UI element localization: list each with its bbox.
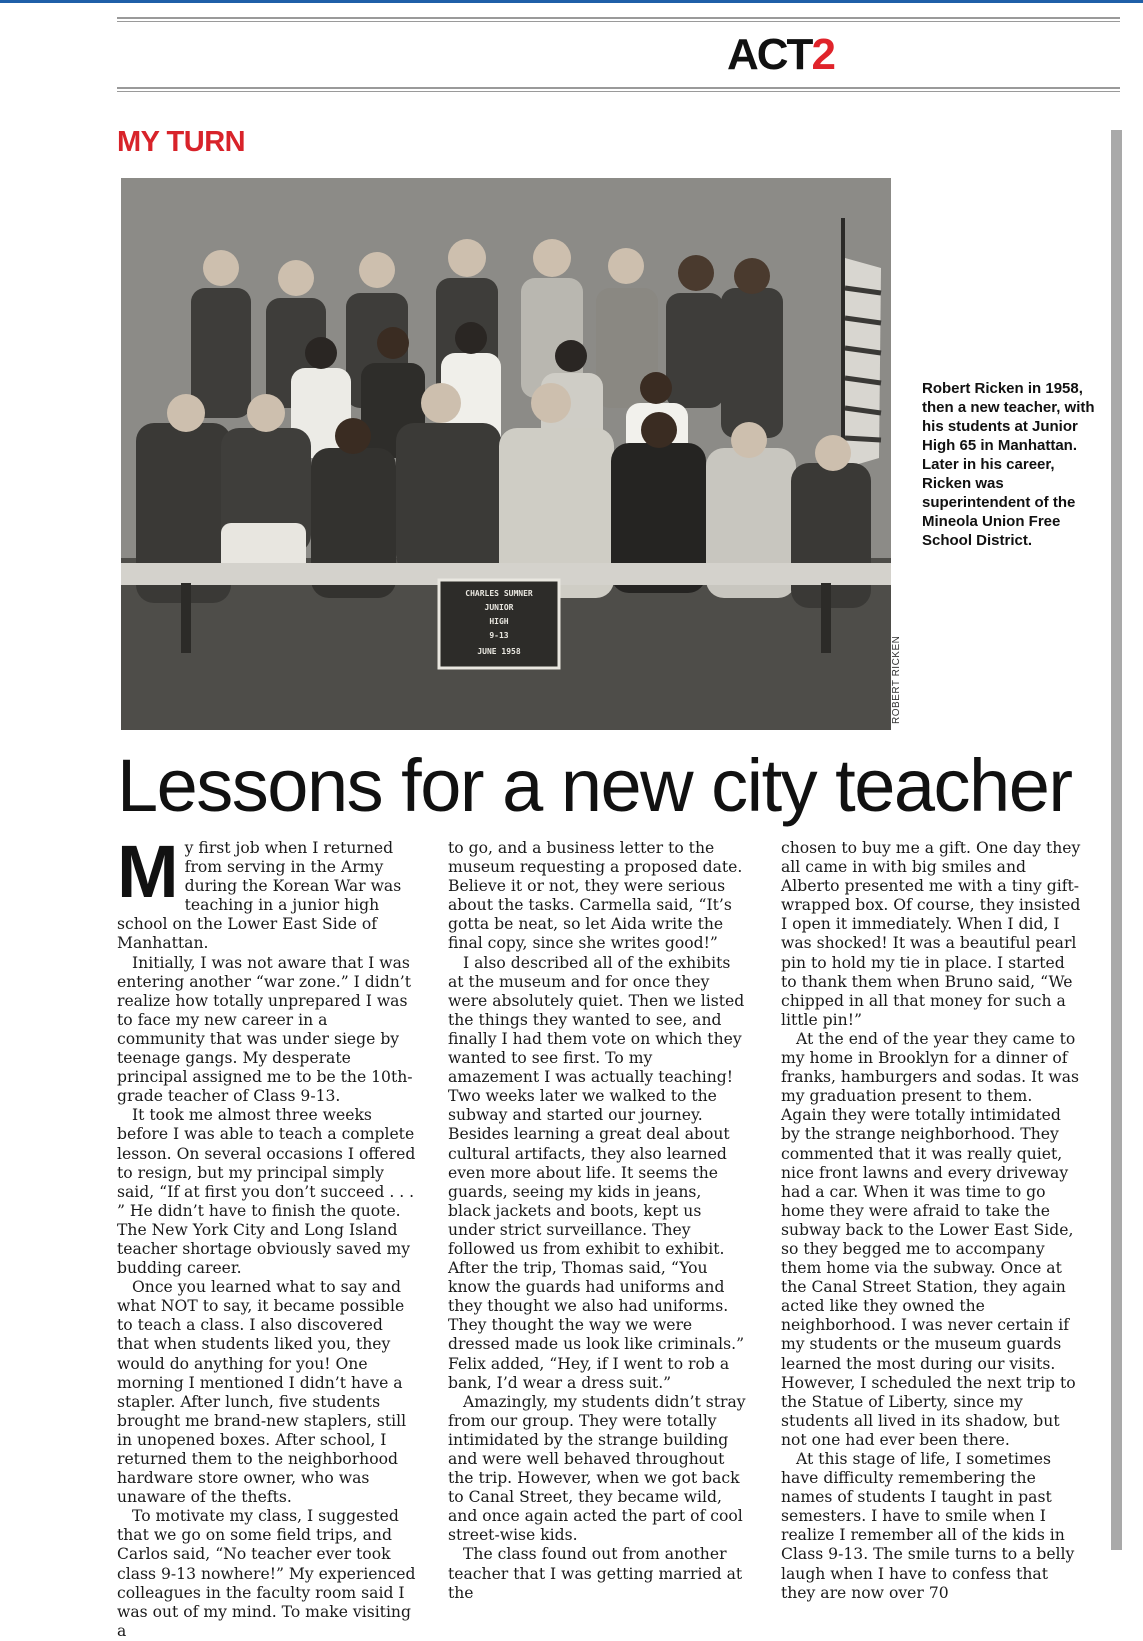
sign-line-3: HIGH: [489, 617, 509, 626]
paragraph: At this stage of life, I sometimes have difficulty remembering the names of students I taught in past semesters. I have to smile when I realize I remember all of the kids in Class 9-13. The smile turns to a belly laugh when I have to confess that they are now over 70: [781, 1450, 1075, 1602]
header-rule-top-thin: [117, 21, 1120, 22]
header-rule-bottom-thin: [117, 91, 1120, 92]
photo-credit: ROBERT RICKEN: [891, 635, 902, 724]
article-column-2: [448, 839, 748, 1602]
header-rule-top: [117, 17, 1120, 19]
paragraph: Once you learned what to say and what NOT to say, it became possible to teach a class. I also discovered that when students liked you, they would do anything for you! One morning I mentioned I didn’t have a stapler. After lunch, five students brought me brand-new staplers, still in unopened boxes. After school, I returned them to the neighborhood hardware store owner, who was unaware of the thefts.: [117, 1278, 407, 1507]
act2-logo: ACT2: [727, 30, 834, 79]
class-photo: [121, 178, 891, 730]
sign-line-5: JUNE 1958: [477, 647, 521, 656]
drop-cap: M: [117, 830, 179, 913]
paragraph: Amazingly, my students didn’t stray from our group. They were totally intimidated by the strange building and were well behaved throughout the trip. However, when we got back to Canal Street, they became wild, and once again acted the part of cool street-wise kids.: [448, 1392, 746, 1545]
article-headline: Lessons for a new city teacher: [117, 744, 1072, 827]
sign-line-4: 9-13: [489, 631, 509, 640]
paragraph: The class found out from another teacher that I was getting married at the: [448, 1545, 743, 1602]
paragraph: chosen to buy me a gift. One day they all came in with big smiles and Alberto presented me with a tiny gift-wrapped box. Of course, they insisted I open it immediately. When I did, I was shocked! It was a beautiful pearl pin to hold my tie in place. I started to thank them when Bruno said, “We chipped in all that money for such a little pin!”: [781, 839, 1081, 1029]
article-column-1: [117, 830, 417, 1640]
side-gray-bar: [1111, 130, 1122, 1550]
section-label: MY TURN: [117, 126, 246, 158]
paragraph: My first job when I returned from serving in the Army during the Korean War was teaching in a junior high school on the Lower East Side of Manhattan.: [117, 830, 402, 953]
paragraph: I also described all of the exhibits at the museum and for once they were absolutely quiet. Then we listed the things they wanted to see, and finally I had them vote on which they wanted to see first. To my amazement I was actually teaching! Two weeks later we walked to the subway and started our journey. Besides learning a great deal about cultural artifacts, they also learned even more about life. It seems the guards, seeing my kids in jeans, black jackets and boots, kept us under strict surveillance. They followed us from exhibit to exhibit. After the trip, Thomas said, “You know the guards had uniforms and they thought we also had uniforms. They thought the way we were dressed made us look like criminals.” Felix added, “Hey, if I went to rob a bank, I’d wear a dress suit.”: [448, 953, 745, 1392]
header-rule-bottom: [117, 87, 1120, 89]
sign-line-2: JUNIOR: [484, 603, 514, 612]
sign-line-1: CHARLES SUMNER: [465, 589, 533, 598]
top-accent-line: [0, 0, 1143, 3]
paragraph: to go, and a business letter to the museum requesting a proposed date. Believe it or not, they were serious about the tasks. Carmella said, “It’s gotta be neat, so let Aida write the final copy, since she writes good!”: [448, 839, 743, 953]
paragraph: To motivate my class, I suggested that we go on some field trips, and Carlos said, “No teacher ever took class 9-13 nowhere!” My experienced colleagues in the faculty room said I was out of my mind. To make visiting a: [117, 1507, 416, 1640]
paragraph: At the end of the year they came to my home in Brooklyn for a dinner of franks, hamburgers and sodas. It was my graduation present to them. Again they were totally intimidated by the strange neighborhood. They commented that it was really quiet, nice front lawns and every driveway had a car. When it was time to go home they were afraid to take the subway back to the Lower East Side, so they begged me to accompany them home via the subway. Once at the Canal Street Station, they again acted like they owned the neighborhood. I was never certain if my students or the museum guards learned the most during our visits. However, I scheduled the next trip to the Statue of Liberty, since my students all lived in its shadow, but not one had ever been there.: [781, 1029, 1080, 1449]
photo-caption: Robert Ricken in 1958, then a new teacher, with his students at Junior High 65 in Manhattan. Later in his career, Ricken was superintendent of the Mineola Union Free School District.: [922, 380, 1095, 549]
class-photo-illustration: [121, 178, 891, 730]
paragraph: It took me almost three weeks before I was able to teach a complete lesson. On several occasions I offered to resign, but my principal simply said, “If at first you don’t succeed . . . ” He didn’t have to finish the quote. The New York City and Long Island teacher shortage obviously saved my budding career.: [117, 1106, 416, 1278]
article-column-3: [781, 839, 1081, 1602]
paragraph: Initially, I was not aware that I was entering another “war zone.” I didn’t realize how totally unprepared I was to face my new career in a community that was under siege by teenage gangs. My desperate principal assigned me to be the 10th-grade teacher of Class 9-13.: [117, 953, 413, 1106]
